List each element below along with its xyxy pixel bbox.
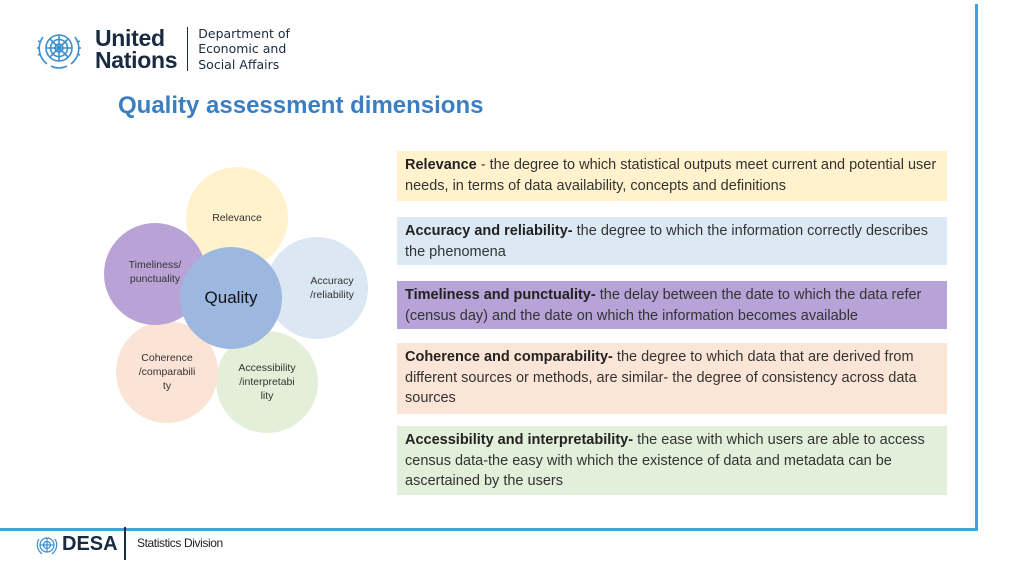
dept-line2: Economic and [198, 41, 287, 57]
quality-label: Quality [204, 288, 258, 307]
definition-term: Accessibility and interpretability- [405, 432, 634, 448]
definition-timeliness [397, 281, 947, 329]
desa-footer-logo [36, 533, 118, 556]
un-wordmark [95, 27, 177, 71]
page-title: Quality assessment dimensions [118, 92, 484, 119]
right-border [975, 4, 978, 530]
dept-line1: Department of [198, 25, 290, 41]
definition-text: the degree to which the information correctly describes the phenomena [405, 223, 929, 260]
dept-line3: Social Affairs [198, 56, 280, 72]
accessibility-label: Accessibility /interpretabi lity [238, 362, 296, 402]
definition-term: Timeliness and punctuality- [405, 287, 596, 303]
coherence-label: Coherence /comparabili ty [138, 352, 196, 392]
definition-text: the delay between the date to which the data refer (census day) and the date on which the information becomes available [405, 287, 922, 324]
definition-term: Coherence and comparability- [405, 349, 613, 365]
quality-center-circle [180, 247, 282, 349]
definition-text: the ease with which users are able to access census data-the easy with which the existence of data and metadata can be ascertained by the users [405, 432, 925, 489]
accuracy-label: Accuracy /reliability [310, 275, 354, 301]
logo-divider [187, 27, 188, 71]
definition-term: Relevance [405, 157, 477, 173]
timeliness-label: Timeliness/ punctuality [128, 259, 182, 285]
definition-term: Accuracy and reliability- [405, 223, 573, 239]
quality-venn-diagram [100, 165, 370, 435]
relevance-label: Relevance [212, 212, 262, 224]
un-line2: Nations [95, 47, 178, 73]
dept-name [198, 26, 290, 73]
footer-division: Statistics Division [137, 536, 223, 550]
definition-relevance [397, 151, 947, 201]
un-desa-logo [33, 25, 290, 73]
definition-accessibility [397, 426, 947, 495]
definition-text: the degree to which data that are derived from different sources or methods, are similar- the degree of consistency across data sources [405, 349, 917, 406]
bottom-border [0, 528, 978, 531]
definition-accuracy [397, 217, 947, 265]
un-emblem-icon [33, 25, 85, 73]
footer-divider [124, 527, 126, 560]
accuracy-circle [266, 237, 368, 339]
definition-coherence [397, 343, 947, 414]
definition-text: - the degree to which statistical outputs meet current and potential user needs, in terms of data availability, concepts and definitions [405, 157, 937, 194]
desa-wordmark: DESA [62, 533, 118, 555]
un-line1: United [95, 25, 165, 51]
un-emblem-small-icon [36, 534, 58, 556]
